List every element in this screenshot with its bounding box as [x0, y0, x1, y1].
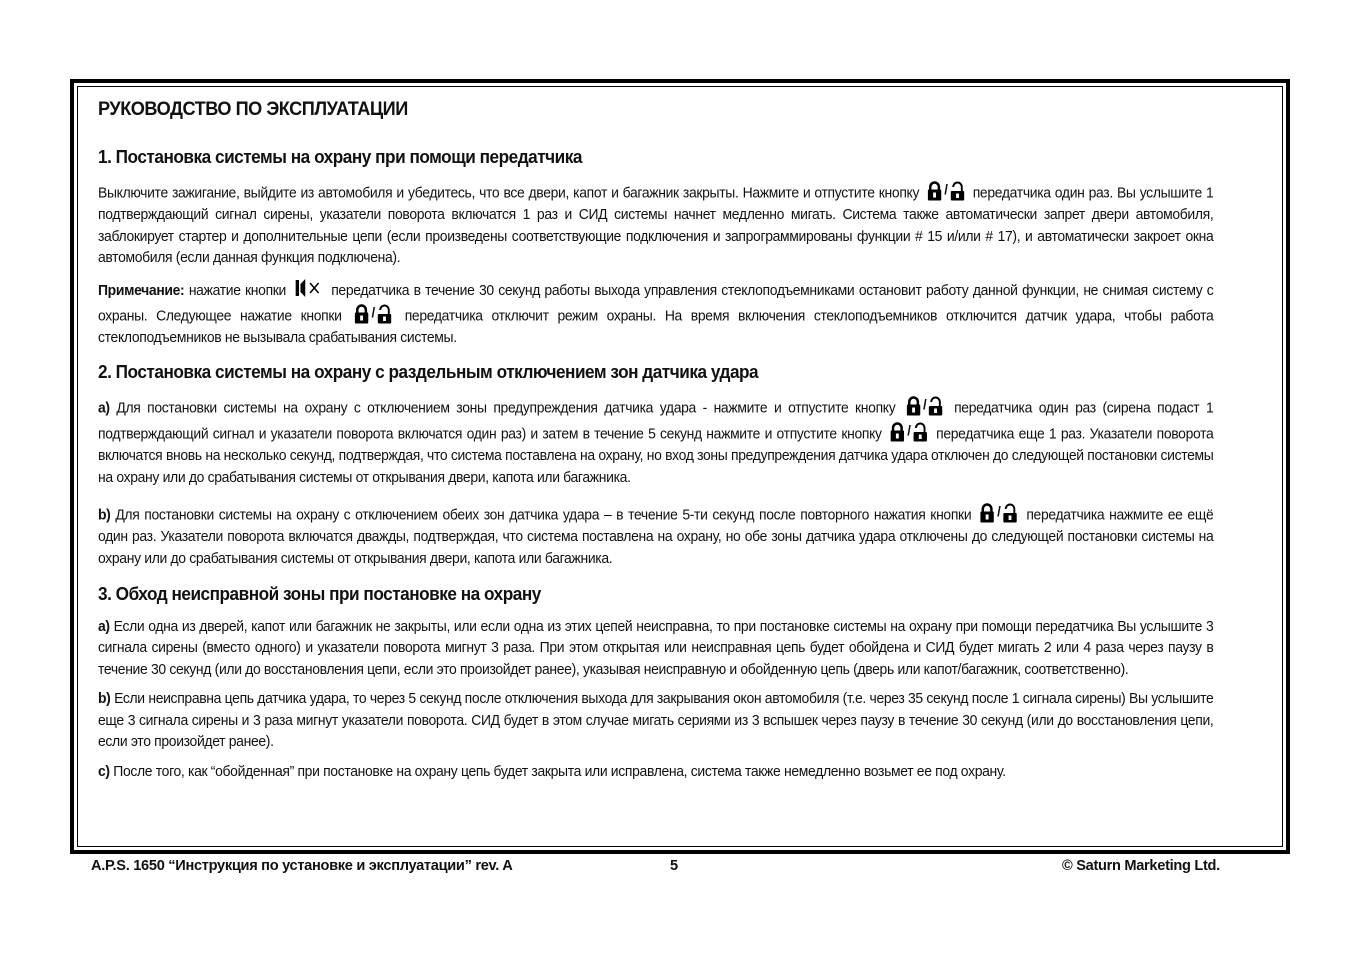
section-3-a-text: Если одна из дверей, капот или багажник не закрыты, или если одна из этих цепей неисправна, то при постановке системы на охрану при помощи передатчика Вы услышите 3 сигнала сирены (вместо одного) и указатели поворота мигнут 3 раза. При этом открытая или неисправная цепь будет обойдена и СИД будет мигать 2 или 4 раза через паузу в течение 30 секунд (или до восстановления цепи, если это произойдет ранее), указывая неисправную и обойденную цепь (дверь или капот/багажник, соответственно).	[98, 618, 1214, 678]
icon-separator: /	[371, 304, 375, 320]
footer-document-title: A.P.S. 1650 “Инструкция по установке и эксплуатации” rev. A	[91, 858, 513, 874]
section-1-text-b: передатчика один раз. Вы услышите 1 подтверждающий сигнал сирены, указатели поворота включатся 1 раз и СИД системы начнет медленно мигать. Система также автоматически запрет двери автомобиля, заблокирует стартер и дополнительные цепи (если произведены соответствующие подключения и запрограммированы функции # 15 и/или # 17), и автоматически закроет окна автомобиля (если данная функция подключена).	[98, 185, 1214, 266]
item-label: a)	[98, 618, 110, 635]
page-border-inner	[77, 86, 1283, 847]
note-text-a: нажатие кнопки	[188, 282, 287, 299]
icon-separator: /	[997, 503, 1001, 519]
section-1-paragraph	[98, 179, 1213, 270]
section-3-heading: 3. Обход неисправной зоны при постановке на охрану	[98, 584, 541, 604]
item-label: c)	[98, 763, 110, 780]
item-label: a)	[98, 400, 110, 417]
lock-open-icon	[928, 396, 943, 416]
lock-unlock-icon-pair	[906, 394, 944, 416]
note-text-b: передатчика в течение 30 секунд работы выхода управления стеклоподъемниками остановит работу данной функции, не снимая систему с охраны. Следующее нажатие кнопки	[98, 282, 1214, 325]
section-3-item-c	[98, 762, 1213, 784]
section-2-b-text-2: передатчика нажмите ее ещё один раз. Указатели поворота включатся дважды, подтверждая, что система поставлена на охрану, но обе зоны датчика удара отключены до следующей постановки системы на охрану или до срабатывания системы от открывания двери, капота или багажника.	[98, 507, 1214, 567]
lock-open-icon	[1002, 503, 1017, 523]
icon-separator: /	[907, 422, 911, 438]
footer-page-number: 5	[670, 858, 678, 874]
page-border-frame	[70, 79, 1290, 854]
manual-content	[98, 99, 1213, 791]
lock-open-icon	[377, 304, 392, 324]
lock-closed-icon	[906, 396, 921, 416]
note-text-c: передатчика отключит режим охраны. На время включения стеклоподъемников отключится датчик удара, чтобы работа стеклоподъемников не вызывала срабатывания системы.	[98, 308, 1214, 346]
lock-open-icon	[950, 181, 965, 201]
note-label: Примечание:	[98, 282, 185, 299]
section-3-item-b	[98, 689, 1213, 754]
mute-speaker-icon	[294, 278, 323, 298]
section-2-a-text-1: Для постановки системы на охрану с отключением зоны предупреждения датчика удара - нажмите и отпустите кнопку	[116, 400, 896, 417]
lock-closed-icon	[980, 503, 995, 523]
lock-unlock-icon-pair	[354, 302, 392, 324]
section-3-c-text: После того, как “обойденная” при постановке на охрану цепь будет закрыта или исправлена, система также немедленно возьмет ее под охрану.	[113, 763, 1006, 780]
section-3-b-text: Если неисправна цепь датчика удара, то через 5 секунд после отключения выхода для закрывания окон автомобиля (т.е. через 35 секунд после 1 сигнала сирены) Вы услышите еще 3 сигнала сирены и 3 раза мигнут указатели поворота. СИД будет в этом случае мигать сериями из 3 вспышек через паузу в течение 30 секунд (или до восстановления цепи, если это произойдет ранее).	[98, 691, 1214, 750]
section-2-a-text-2: передатчика один раз (сирена подаст 1 подтверждающий сигнал и указатели поворота включатся один раз) и затем в течение 5 секунд нажмите и отпустите кнопку	[98, 400, 1214, 443]
section-2-b-text-1: Для постановки системы на охрану с отключением обеих зон датчика удара – в течение 5-ти секунд после повторного нажатия кнопки	[115, 507, 972, 524]
icon-separator: /	[944, 181, 948, 197]
section-1-note	[98, 278, 1213, 350]
lock-closed-icon	[354, 304, 369, 324]
section-2-a-text-3: передатчика еще 1 раз. Указатели поворота включатся вновь на несколько секунд, подтверждая, что система поставлена на охрану, но вход зоны предупреждения датчика удара отключен до следующей постановки системы на охрану или до срабатывания системы от открывания двери, капота или багажника.	[98, 426, 1214, 486]
section-2-item-a	[98, 394, 1213, 489]
lock-closed-icon	[927, 181, 942, 201]
section-1-heading: 1. Постановка системы на охрану при помощи передатчика	[98, 146, 582, 167]
page-title: РУКОВОДСТВО ПО ЭКСПЛУАТАЦИИ	[98, 99, 408, 120]
item-label: b)	[98, 691, 111, 707]
section-2-heading: 2. Постановка системы на охрану с раздельным отключением зон датчика удара	[98, 361, 759, 382]
lock-open-icon	[912, 422, 927, 442]
section-1-text-a: Выключите зажигание, выйдите из автомобиля и убедитесь, что все двери, капот и багажник закрыты. Нажмите и отпустите кнопку	[98, 185, 920, 202]
lock-unlock-icon-pair	[980, 501, 1018, 523]
section-2-item-b	[98, 501, 1213, 570]
section-3-item-a	[98, 617, 1213, 682]
icon-separator: /	[923, 396, 927, 412]
lock-unlock-icon-pair	[890, 420, 928, 442]
lock-closed-icon	[890, 422, 905, 442]
lock-unlock-icon-pair	[927, 179, 965, 201]
footer-copyright: © Saturn Marketing Ltd.	[1062, 858, 1220, 874]
item-label: b)	[98, 507, 111, 524]
